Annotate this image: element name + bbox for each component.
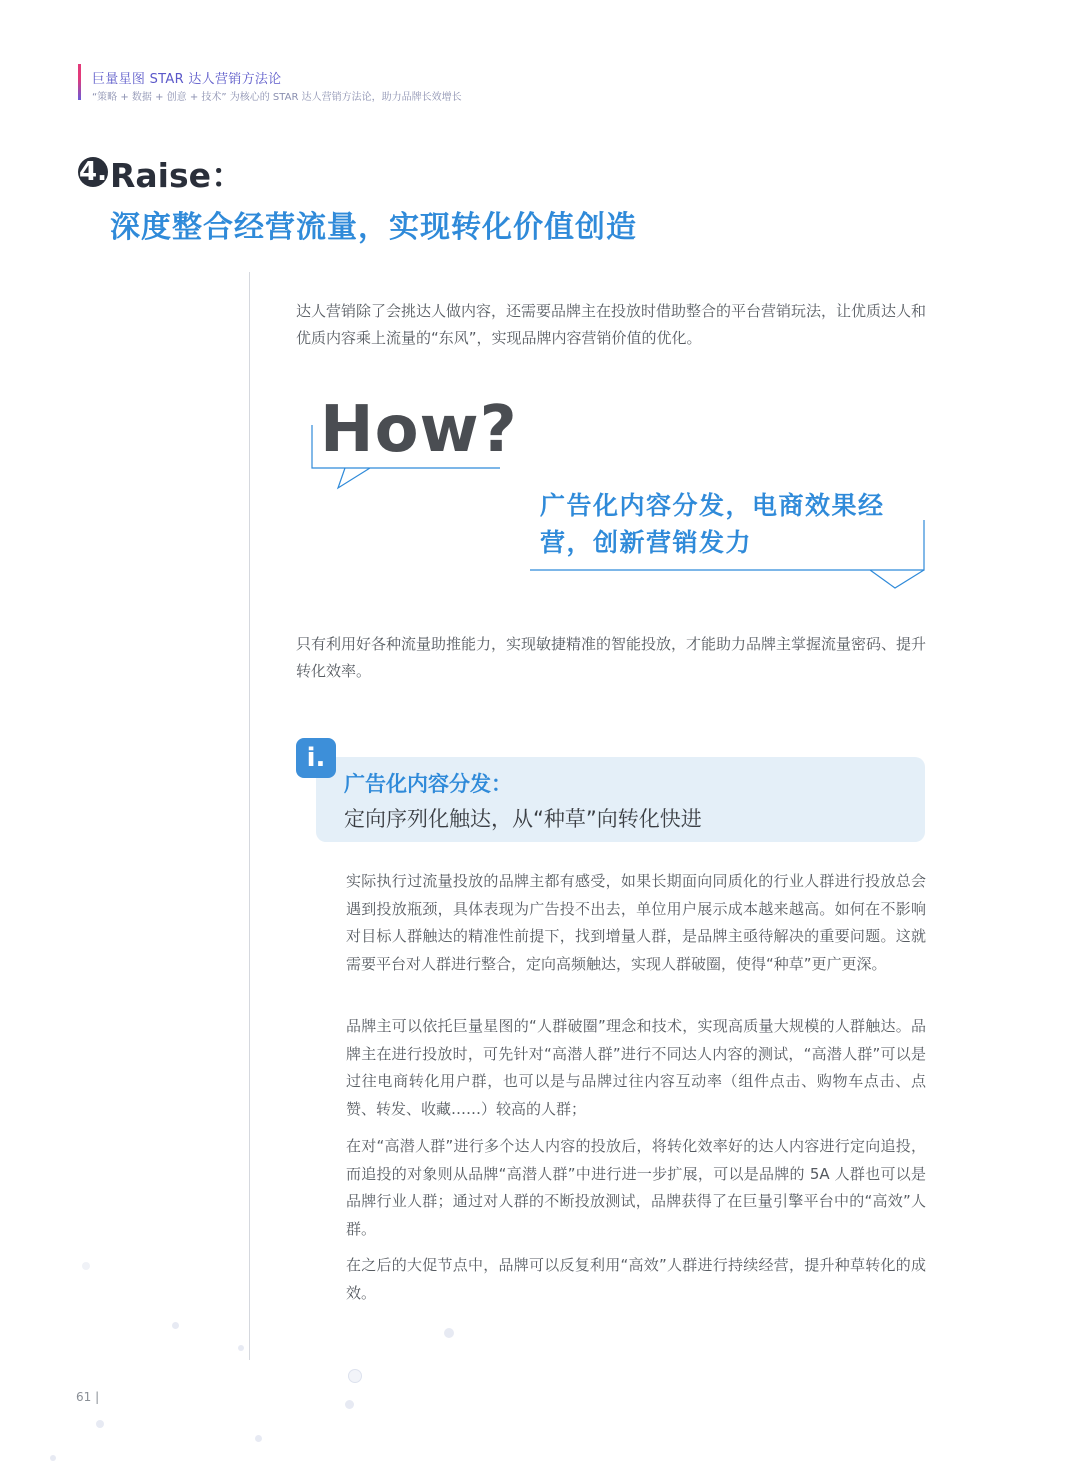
body-paragraph: 实际执行过流量投放的品牌主都有感受，如果长期面向同质化的行业人群进行投放总会遇到投放瓶颈，具体表现为广告投不出去，单位用户展示成本越来越高。如何在不影响对目标人群触达的精准性前提下，找到增量人群，是品牌主亟待解决的重要问题。这就需要平台对人群进行整合，定向高频触达，实现人群破圈，使得“种草”更广更深。: [346, 872, 926, 973]
intro-paragraph: 达人营销除了会挑达人做内容，还需要品牌主在投放时借助整合的平台营销玩法，让优质达人和优质内容乘上流量的“东风”，实现品牌内容营销价值的优化。: [296, 302, 927, 347]
decorative-dot: [348, 1369, 362, 1383]
decorative-dot: [96, 1420, 104, 1428]
body-paragraph: 品牌主可以依托巨量星图的“人群破圈”理念和技术，实现高质量大规模的人群触达。品牌主在进行投放时，可先针对“高潜人群”进行不同达人内容的测试，“高潜人群”可以是过往电商转化用户群，也可以是与品牌过往内容互动率（组件点击、购物车点击、点赞、转发、收藏……）较高的人群；: [346, 1017, 926, 1118]
lead-paragraph: 只有利用好各种流量助推能力，实现敏捷精准的智能投放，才能助力品牌主掌握流量密码、提升转化效率。: [296, 635, 927, 680]
decorative-dot: [345, 1400, 354, 1409]
section-number: 4.: [79, 157, 107, 187]
header-title: 巨量星图 STAR 达人营销方法论: [92, 72, 282, 87]
page-number: 61 |: [76, 1390, 100, 1404]
subsection-badge: i.: [296, 738, 336, 778]
body-paragraph: 在对“高潜人群”进行多个达人内容的投放后，将转化效率好的达人内容进行定向追投，而追投的对象则从品牌“高潜人群”中进行进一步扩展，可以是品牌的 5A 人群也可以是品牌行业人群；通过对人群的不断投放测试，品牌获得了在巨量引擎平台中的“高效”人群。: [346, 1137, 926, 1238]
section-keyword: Raise：: [110, 156, 245, 195]
decorative-dot: [238, 1345, 244, 1351]
decorative-dot: [82, 1262, 90, 1270]
decorative-dot: [172, 1322, 179, 1329]
subsection-title: 广告化内容分发：: [344, 772, 512, 796]
decorative-dot: [50, 1455, 56, 1461]
header-accent-bar: [78, 64, 81, 100]
header-subtitle: “策略 + 数据 + 创意 + 技术” 为核心的 STAR 达人营销方法论，助力品牌长效增长: [92, 92, 462, 103]
vertical-divider: [249, 272, 250, 1360]
section-title: 深度整合经营流量，实现转化价值创造: [110, 210, 637, 245]
subsection-subtitle: 定向序列化触达，从“种草”向转化快进: [344, 807, 702, 831]
decorative-dot: [255, 1435, 262, 1442]
how-question: How?: [320, 393, 518, 467]
decorative-dot: [444, 1328, 454, 1338]
how-answer: 广告化内容分发，电商效果经营，创新营销发力: [540, 491, 885, 557]
body-paragraph: 在之后的大促节点中，品牌可以反复利用“高效”人群进行持续经营，提升种草转化的成效。: [346, 1256, 926, 1302]
